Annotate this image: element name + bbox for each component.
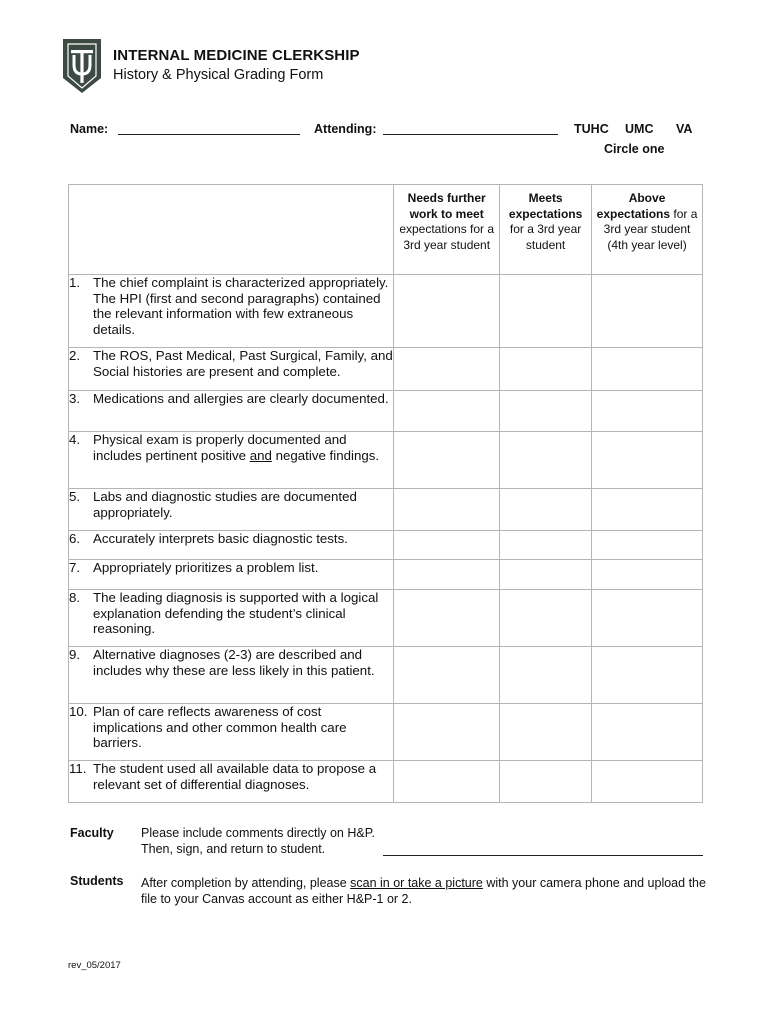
grade-cell-needs-work[interactable] — [394, 275, 500, 348]
faculty-signature-line[interactable] — [383, 855, 703, 856]
site-option-va[interactable]: VA — [676, 122, 693, 136]
tulane-shield-logo — [62, 38, 102, 94]
circle-one-note: Circle one — [604, 142, 665, 156]
grade-cell-needs-work[interactable] — [394, 761, 500, 803]
grade-cell-above[interactable] — [592, 489, 703, 531]
students-instruction: After completion by attending, please scan in or take a picture with your camera phone and upload the file to your Canvas account as either H&P-1 or 2. — [141, 876, 706, 906]
grade-cell-meets[interactable] — [500, 531, 592, 560]
grade-cell-meets[interactable] — [500, 590, 592, 647]
criterion-cell: 3. Medications and allergies are clearly documented. — [69, 391, 394, 432]
grade-cell-meets[interactable] — [500, 647, 592, 704]
criterion-cell: 8. The leading diagnosis is supported with a logical explanation defending the student’s clinical reasoning. — [69, 590, 394, 647]
name-field[interactable] — [118, 134, 300, 135]
site-option-umc[interactable]: UMC — [625, 122, 654, 136]
grade-cell-meets[interactable] — [500, 704, 592, 761]
criterion-cell: 5. Labs and diagnostic studies are documented appropriately. — [69, 489, 394, 531]
grade-cell-meets[interactable] — [500, 432, 592, 489]
site-option-tuhc[interactable]: TUHC — [574, 122, 609, 136]
table-row — [69, 489, 703, 531]
name-label: Name: — [70, 122, 109, 136]
grade-cell-needs-work[interactable] — [394, 489, 500, 531]
table-row — [69, 275, 703, 348]
grade-cell-above[interactable] — [592, 391, 703, 432]
grade-cell-needs-work[interactable] — [394, 391, 500, 432]
table-row — [69, 432, 703, 489]
criterion-cell: 7. Appropriately prioritizes a problem list. — [69, 560, 394, 590]
grade-cell-needs-work[interactable] — [394, 560, 500, 590]
table-row — [69, 704, 703, 761]
grade-cell-meets[interactable] — [500, 348, 592, 391]
grade-cell-meets[interactable] — [500, 275, 592, 348]
table-header-row — [69, 185, 703, 275]
grade-cell-above[interactable] — [592, 531, 703, 560]
faculty-instruction-line1: Please include comments directly on H&P. — [141, 826, 375, 840]
grade-cell-above[interactable] — [592, 590, 703, 647]
grade-cell-meets[interactable] — [500, 761, 592, 803]
grade-cell-meets[interactable] — [500, 391, 592, 432]
grade-cell-meets[interactable] — [500, 560, 592, 590]
grade-cell-above[interactable] — [592, 761, 703, 803]
criteria-header-blank — [69, 185, 394, 275]
grade-cell-needs-work[interactable] — [394, 590, 500, 647]
grade-cell-above[interactable] — [592, 560, 703, 590]
form-subtitle: History & Physical Grading Form — [113, 67, 324, 83]
table-row — [69, 761, 703, 803]
attending-field[interactable] — [383, 134, 558, 135]
table-row — [69, 647, 703, 704]
table-row — [69, 590, 703, 647]
grade-cell-needs-work[interactable] — [394, 647, 500, 704]
criterion-cell: 6. Accurately interprets basic diagnostic tests. — [69, 531, 394, 560]
column-header-meets: Meets expectations for a 3rd year student — [500, 185, 592, 275]
column-header-needs-work: Needs further work to meet expectations for a 3rd year student — [394, 185, 500, 275]
grade-cell-meets[interactable] — [500, 489, 592, 531]
attending-label: Attending: — [314, 122, 377, 136]
table-row — [69, 560, 703, 590]
students-label: Students — [70, 874, 124, 888]
table-row — [69, 348, 703, 391]
criterion-cell: 11. The student used all available data to propose a relevant set of differential diagnoses. — [69, 761, 394, 803]
grade-cell-needs-work[interactable] — [394, 704, 500, 761]
grading-table — [68, 184, 703, 803]
criterion-cell: 10. Plan of care reflects awareness of cost implications and other common health care barriers. — [69, 704, 394, 761]
faculty-label: Faculty — [70, 826, 114, 840]
grade-cell-above[interactable] — [592, 348, 703, 391]
grade-cell-needs-work[interactable] — [394, 531, 500, 560]
form-title: INTERNAL MEDICINE CLERKSHIP — [113, 47, 360, 64]
faculty-instruction-line2: Then, sign, and return to student. — [141, 842, 326, 856]
criterion-cell: 4. Physical exam is properly documented and includes pertinent positive and negative findings. — [69, 432, 394, 489]
table-row — [69, 391, 703, 432]
grade-cell-above[interactable] — [592, 647, 703, 704]
grade-cell-above[interactable] — [592, 704, 703, 761]
grade-cell-needs-work[interactable] — [394, 432, 500, 489]
column-header-above: Above expectations for a 3rd year student (4th year level) — [592, 185, 703, 275]
grade-cell-above[interactable] — [592, 432, 703, 489]
criterion-cell: 9. Alternative diagnoses (2-3) are described and includes why these are less likely in this patient. — [69, 647, 394, 704]
table-row — [69, 531, 703, 560]
grade-cell-above[interactable] — [592, 275, 703, 348]
revision-label: rev_05/2017 — [68, 960, 121, 971]
criterion-cell: 2. The ROS, Past Medical, Past Surgical, Family, and Social histories are present and complete. — [69, 348, 394, 391]
grade-cell-needs-work[interactable] — [394, 348, 500, 391]
criterion-cell: 1. The chief complaint is characterized appropriately. The HPI (first and second paragraphs) contained the relevant information with few extraneous details. — [69, 275, 394, 348]
